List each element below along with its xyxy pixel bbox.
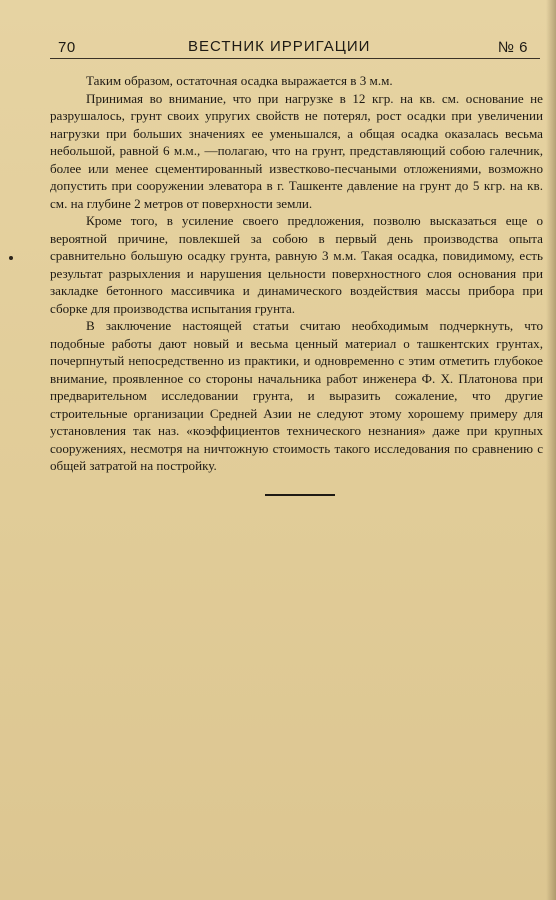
journal-title: ВЕСТНИК ИРРИГАЦИИ (188, 38, 371, 55)
running-header (58, 37, 528, 57)
paragraph-conclusion-settlement: Таким образом, остаточная осадка выражается в 3 м.м. (86, 73, 393, 88)
header-rule (50, 58, 540, 59)
margin-mark (9, 256, 13, 260)
page-number: 70 (58, 39, 76, 56)
paragraph-allowable-pressure: Принимая во внимание, что при нагрузке в 12 кгр. на кв. см. основание не разрушалось, грунт своих упругих свойств не потерял, рост осадки при увеличении нагрузки при больших значениях ее уменьшался, а общая осадка оказалась весьма небольшой, равной 6 м.м., —полагаю, что на грунт, представляющий собою галечник, более или менее сцементированный известково-песчаными отложениями, возможно допустить при сооружении элеватора в г. Ташкенте давление на грунт до 5 кгр. на кв. см. на глубине 2 метров от поверхности земли. (50, 90, 543, 211)
paragraph-closing-remarks: В заключение настоящей статьи считаю необходимым подчеркнуть, что подобные работы дают новый и весьма ценный материал о ташкентских грунтах, почерпнутый непосредственно из практики, и одновременно с этим отметить глубокое внимание, проявленное со стороны начальника работ инженера Ф. Х. Платонова при предварительном исследовании грунта, и выразить сожаление, что другие строительные организации Средней Азии не следуют этому хорошему примеру для установления так наз. «коэффициентов технического незнания» даже при крупных сооружениях, несмотря на ничтожную стоимость такого исследования по сравнению с общей затратой на постройку. (50, 318, 543, 473)
issue-number: № 6 (497, 39, 528, 56)
end-of-article-rule (265, 494, 335, 496)
page-edge-shadow (546, 0, 556, 900)
paragraph-probable-cause: Кроме того, в усиление своего предложения, позволю высказаться еще о вероятной причине, повлекшей за собою в первый день производства опыта сравнительно большую осадку грунта, равную 3 м.м. Такая осадка, повидимому, есть результат разрыхления и нарушения цельности поверхностного слоя основания при закладке бетонного массивчика и динамического воздействия массы прибора при сборке для производства испытания грунта. (50, 213, 543, 316)
article-body (50, 72, 543, 475)
